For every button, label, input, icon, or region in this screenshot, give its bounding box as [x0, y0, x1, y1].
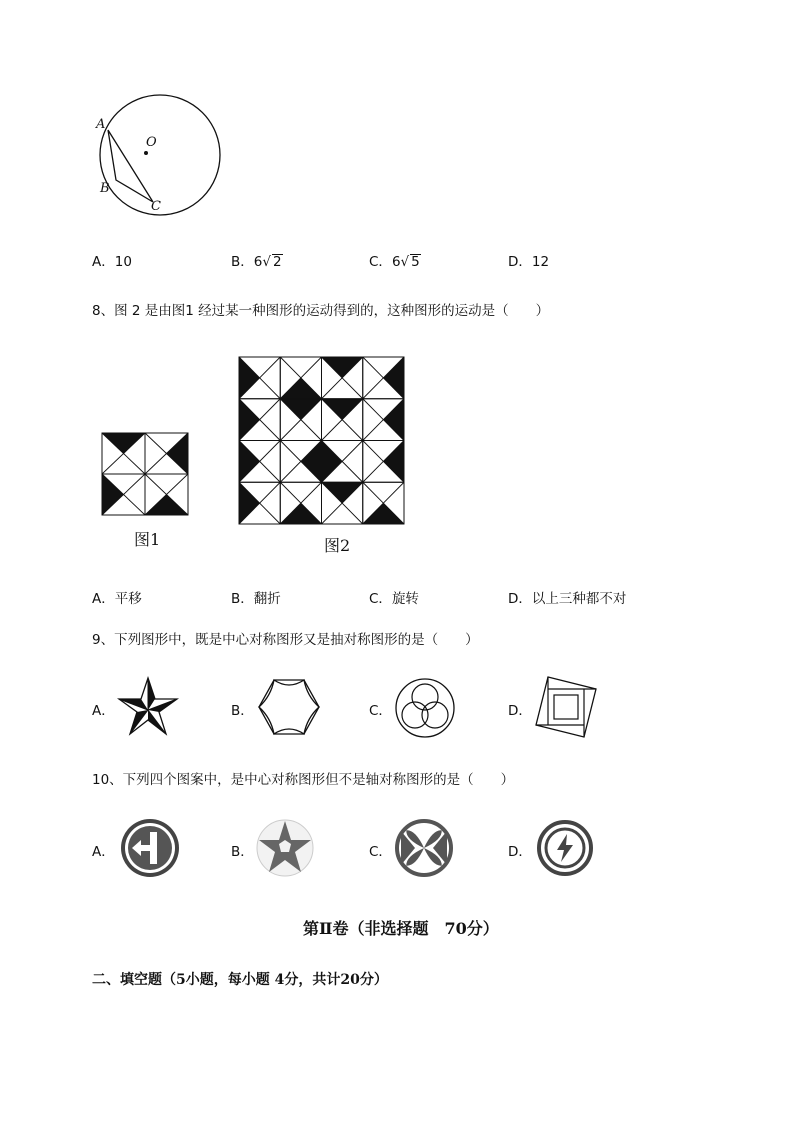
shaded-triangle	[280, 503, 321, 524]
shaded-triangle	[239, 399, 260, 441]
q10-question: 10、下列四个图案中，是中心对称图形但不是轴对称图形的是（ ）	[92, 772, 515, 788]
option-radicand: 2	[272, 254, 282, 270]
option-letter: B．	[231, 591, 254, 607]
label-c: C	[151, 199, 161, 214]
q10-option-a[interactable]: A．	[92, 844, 115, 860]
turn-sign-icon	[120, 818, 180, 878]
shaded-triangle	[102, 433, 145, 454]
shaded-triangle	[102, 474, 124, 515]
q8-figure-1	[102, 433, 188, 515]
sqrt-icon: √	[400, 254, 410, 270]
option-letter: C．	[369, 591, 392, 607]
section-2-title: 第Ⅱ卷（非选择题 70分）	[303, 919, 499, 938]
option-letter: B．	[231, 254, 254, 270]
q7-option-b[interactable]	[231, 250, 283, 270]
shaded-triangle	[239, 441, 260, 483]
option-letter: A．	[92, 591, 115, 607]
option-text: 翻折	[253, 591, 281, 607]
option-value: 12	[531, 254, 550, 270]
option-radicand: 5	[411, 254, 420, 270]
q8-figure-2	[239, 357, 404, 524]
q8-option-c[interactable]	[369, 587, 419, 607]
shaded-triangle	[322, 399, 363, 420]
q7-option-d[interactable]	[508, 250, 549, 270]
circle-o	[100, 95, 220, 215]
option-letter: A．	[92, 254, 115, 270]
q10-option-c[interactable]: C．	[369, 844, 392, 860]
part-2-title: 二、填空题（5小题，每小题 4分，共计20分）	[92, 972, 388, 988]
label-b: B	[100, 181, 110, 196]
center-point-o	[144, 151, 148, 155]
q9-question: 9、下列图形中，既是中心对称图形又是抽对称图形的是（ ）	[92, 632, 479, 648]
option-letter: D．	[508, 591, 532, 607]
q7-option-a[interactable]	[92, 250, 132, 270]
q9-option-c[interactable]: C．	[369, 703, 392, 719]
q8-option-a[interactable]	[92, 587, 142, 607]
option-coef: 6	[253, 254, 263, 270]
label-a: A	[96, 117, 106, 132]
lightning-circle-icon	[536, 819, 594, 877]
shaded-triangle	[280, 378, 321, 399]
q8-option-d[interactable]	[508, 587, 626, 607]
option-text: 以上三种都不对	[531, 591, 627, 607]
square-pinwheel-icon	[532, 675, 598, 741]
q7-option-c[interactable]	[369, 250, 421, 270]
petal-circle-icon	[395, 819, 453, 877]
q8-option-b[interactable]	[231, 587, 281, 607]
shaded-triangle	[239, 482, 260, 524]
q8-question: 8、图 2 是由图1 经过某一种图形的运动得到的，这种图形的运动是（ ）	[92, 303, 550, 319]
shaded-triangle	[383, 357, 404, 399]
option-text: 旋转	[391, 591, 419, 607]
q9-option-a[interactable]: A．	[92, 703, 115, 719]
q9-option-b[interactable]: B．	[231, 703, 254, 719]
shaded-triangle	[239, 357, 260, 399]
option-letter: D．	[508, 254, 532, 270]
q9-option-d[interactable]: D．	[508, 703, 532, 719]
shaded-triangle	[145, 495, 188, 516]
shaded-triangle	[322, 441, 343, 483]
option-coef: 6	[391, 254, 401, 270]
hexagon-icon	[258, 678, 320, 736]
shaded-triangle	[280, 399, 321, 420]
shaded-triangle	[301, 441, 322, 483]
q8-figure-2-caption: 图2	[324, 536, 351, 555]
q10-option-d[interactable]: D．	[508, 844, 532, 860]
shaded-triangle	[383, 441, 404, 483]
option-letter: C．	[369, 254, 392, 270]
shaded-triangle	[363, 503, 404, 524]
q8-figure-1-caption: 图1	[134, 530, 161, 549]
shaded-triangle	[167, 433, 189, 474]
q10-option-b[interactable]: B．	[231, 844, 254, 860]
shaded-triangle	[322, 357, 363, 378]
star-in-circle-icon	[255, 818, 315, 878]
circles-icon	[394, 677, 456, 739]
shaded-triangle	[383, 399, 404, 441]
option-value: 10	[114, 254, 132, 270]
label-o: O	[146, 135, 157, 150]
option-text: 平移	[114, 591, 142, 607]
shaded-triangle	[322, 482, 363, 503]
sqrt-icon: √	[262, 254, 271, 270]
star-icon	[117, 676, 179, 738]
